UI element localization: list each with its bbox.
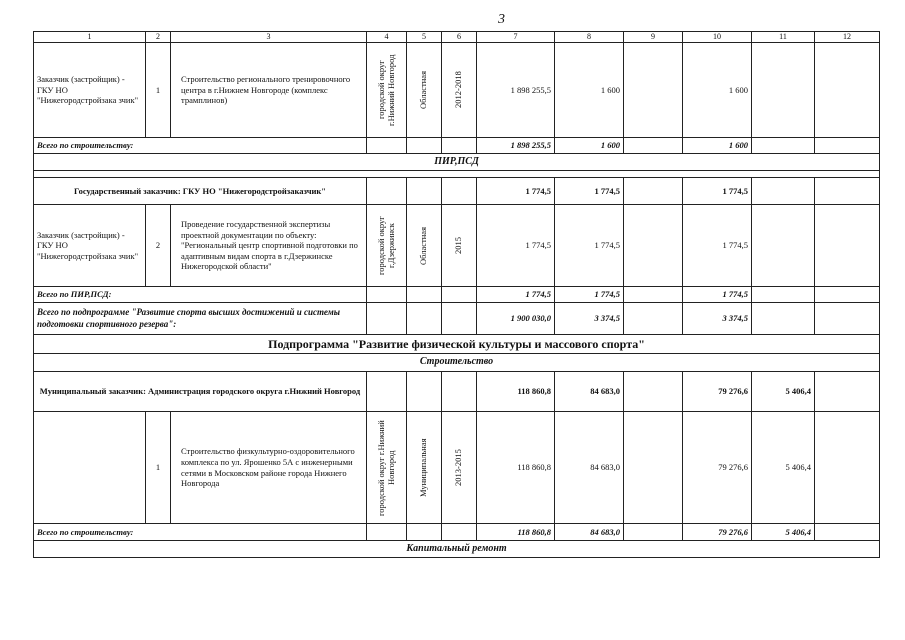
- empty-cell: [367, 178, 407, 205]
- empty-cell: [367, 303, 407, 335]
- group-label: Государственный заказчик: ГКУ НО "Нижегородстройзаказчик": [34, 178, 367, 205]
- header-cell: 10: [683, 32, 752, 43]
- empty-cell: [407, 524, 442, 541]
- header-cell: 6: [442, 32, 477, 43]
- empty-cell: [442, 178, 477, 205]
- empty-cell: [407, 138, 442, 154]
- group-col11: 5 406,4: [752, 372, 815, 412]
- column-number-row: [34, 32, 880, 43]
- value-col9: [624, 412, 683, 524]
- level-cell: [407, 43, 442, 138]
- empty-cell: [752, 178, 815, 205]
- group-col10: 1 774,5: [683, 178, 752, 205]
- empty-cell: [367, 287, 407, 303]
- group-col7: 118 860,8: [477, 372, 555, 412]
- value-col8: 84 683,0: [555, 412, 624, 524]
- value-col10: 1 600: [683, 43, 752, 138]
- value-col12: [815, 43, 880, 138]
- total-col10: 1 600: [683, 138, 752, 154]
- value-col8: 1 600: [555, 43, 624, 138]
- value-col12: [815, 205, 880, 287]
- empty-cell: [442, 524, 477, 541]
- customer-cell: Заказчик (застройщик) - ГКУ НО "Нижегородстройзака зчик": [34, 43, 146, 138]
- value-col7: 1 774,5: [477, 205, 555, 287]
- empty-cell: [407, 287, 442, 303]
- district-text: городской округ г.Дзержинск: [375, 216, 396, 275]
- table-row: [34, 43, 880, 138]
- level-cell: [407, 205, 442, 287]
- object-name: Строительство регионального тренировочного центра в г.Нижнем Новгороде (комплекс трамплинов): [171, 43, 367, 138]
- value-col9: [624, 43, 683, 138]
- empty-cell: [367, 138, 407, 154]
- total-col7: 1 774,5: [477, 287, 555, 303]
- budget-table: [33, 31, 880, 558]
- group-col10: 79 276,6: [683, 372, 752, 412]
- empty-cell: [752, 287, 815, 303]
- period-text: 2013-2015: [453, 449, 464, 486]
- empty-cell: [624, 287, 683, 303]
- section-row: [34, 354, 880, 372]
- subprogram-title: Подпрограмма "Развитие физической культуры и массового спорта": [34, 335, 880, 354]
- total-col7: 118 860,8: [477, 524, 555, 541]
- header-cell: 9: [624, 32, 683, 43]
- total-col11: 5 406,4: [752, 524, 815, 541]
- period-cell: [442, 43, 477, 138]
- customer-cell: Заказчик (застройщик) - ГКУ НО "Нижегородстройзака зчик": [34, 205, 146, 287]
- header-cell: 12: [815, 32, 880, 43]
- header-cell: 4: [367, 32, 407, 43]
- total-col8: 84 683,0: [555, 524, 624, 541]
- spacer-row: [34, 171, 880, 178]
- header-cell: 3: [171, 32, 367, 43]
- total-col10: 1 774,5: [683, 287, 752, 303]
- section-row: [34, 541, 880, 558]
- value-col12: [815, 412, 880, 524]
- header-cell: 11: [752, 32, 815, 43]
- value-col9: [624, 205, 683, 287]
- group-col8: 84 683,0: [555, 372, 624, 412]
- customer-group-row: [34, 178, 880, 205]
- period-text: 2012-2018: [453, 71, 464, 109]
- empty-cell: [624, 524, 683, 541]
- header-cell: 1: [34, 32, 146, 43]
- empty-cell: [624, 138, 683, 154]
- total-col8: 1 600: [555, 138, 624, 154]
- header-cell: 5: [407, 32, 442, 43]
- empty-cell: [815, 138, 880, 154]
- empty-cell: [407, 303, 442, 335]
- level-cell: [407, 412, 442, 524]
- header-cell: 8: [555, 32, 624, 43]
- level-text: Муниципальная: [418, 438, 429, 497]
- section-title: Капитальный ремонт: [34, 541, 880, 558]
- total-col8: 3 374,5: [555, 303, 624, 335]
- group-col7: 1 774,5: [477, 178, 555, 205]
- empty-cell: [815, 524, 880, 541]
- section-row: [34, 154, 880, 171]
- table-row: [34, 205, 880, 287]
- row-number: 2: [146, 205, 171, 287]
- value-col10: 79 276,6: [683, 412, 752, 524]
- value-col11: 5 406,4: [752, 412, 815, 524]
- empty-cell: [367, 372, 407, 412]
- total-col8: 1 774,5: [555, 287, 624, 303]
- district-cell: [367, 412, 407, 524]
- row-number: 1: [146, 412, 171, 524]
- period-cell: [442, 205, 477, 287]
- empty-cell: [442, 287, 477, 303]
- total-col7: 1 898 255,5: [477, 138, 555, 154]
- object-name: Проведение государственной экспертизы проектной документации по объекту: "Региональный центр спортивной подготовки по адаптивным видам спорта в г.Дзержинске Нижегородской области": [171, 205, 367, 287]
- district-text: городской округ г.Нижний Новгород: [375, 419, 396, 516]
- spacer-cell: [34, 171, 880, 178]
- total-col10: 3 374,5: [683, 303, 752, 335]
- empty-cell: [407, 178, 442, 205]
- empty-cell: [624, 372, 683, 412]
- header-cell: 2: [146, 32, 171, 43]
- period-cell: [442, 412, 477, 524]
- empty-cell: [815, 303, 880, 335]
- empty-cell: [442, 138, 477, 154]
- district-cell: [367, 205, 407, 287]
- level-text: Областная: [418, 71, 429, 109]
- total-row: [34, 138, 880, 154]
- total-row: [34, 524, 880, 541]
- subprogram-total-label: Всего по подпрограмме "Развитие спорта высших достижений и системы подготовки спортивного резерва":: [34, 303, 367, 335]
- object-name: Строительство физкультурно-оздоровительного комплекса по ул. Ярошенко 5А с инженерными сетями в Московском районе города Нижнего Новгорода: [171, 412, 367, 524]
- empty-cell: [752, 303, 815, 335]
- level-text: Областная: [418, 226, 429, 265]
- empty-cell: [815, 287, 880, 303]
- table-row: [34, 412, 880, 524]
- total-row: [34, 287, 880, 303]
- row-number: 1: [146, 43, 171, 138]
- total-col10: 79 276,6: [683, 524, 752, 541]
- group-col8: 1 774,5: [555, 178, 624, 205]
- customer-cell: [34, 412, 146, 524]
- empty-cell: [442, 303, 477, 335]
- customer-group-row: [34, 372, 880, 412]
- total-label: Всего по ПИР,ПСД:: [34, 287, 367, 303]
- district-text: городской округ г.Нижний Новгород: [375, 54, 396, 126]
- empty-cell: [624, 178, 683, 205]
- value-col8: 1 774,5: [555, 205, 624, 287]
- total-label: Всего по строительству:: [34, 524, 367, 541]
- empty-cell: [815, 372, 880, 412]
- page-number: 3: [498, 12, 505, 27]
- subprogram-total-row: [34, 303, 880, 335]
- period-text: 2015: [453, 237, 464, 254]
- empty-cell: [442, 372, 477, 412]
- value-col11: [752, 205, 815, 287]
- district-cell: [367, 43, 407, 138]
- value-col10: 1 774,5: [683, 205, 752, 287]
- section-title: Строительство: [34, 354, 880, 372]
- value-col7: 1 898 255,5: [477, 43, 555, 138]
- empty-cell: [407, 372, 442, 412]
- total-col7: 1 900 030,0: [477, 303, 555, 335]
- subprogram-row: [34, 335, 880, 354]
- empty-cell: [624, 303, 683, 335]
- value-col11: [752, 43, 815, 138]
- empty-cell: [752, 138, 815, 154]
- total-label: Всего по строительству:: [34, 138, 367, 154]
- empty-cell: [367, 524, 407, 541]
- empty-cell: [815, 178, 880, 205]
- group-label: Муниципальный заказчик: Администрация городского округа г.Нижний Новгород: [34, 372, 367, 412]
- value-col7: 118 860,8: [477, 412, 555, 524]
- section-title: ПИР,ПСД: [34, 154, 880, 171]
- header-cell: 7: [477, 32, 555, 43]
